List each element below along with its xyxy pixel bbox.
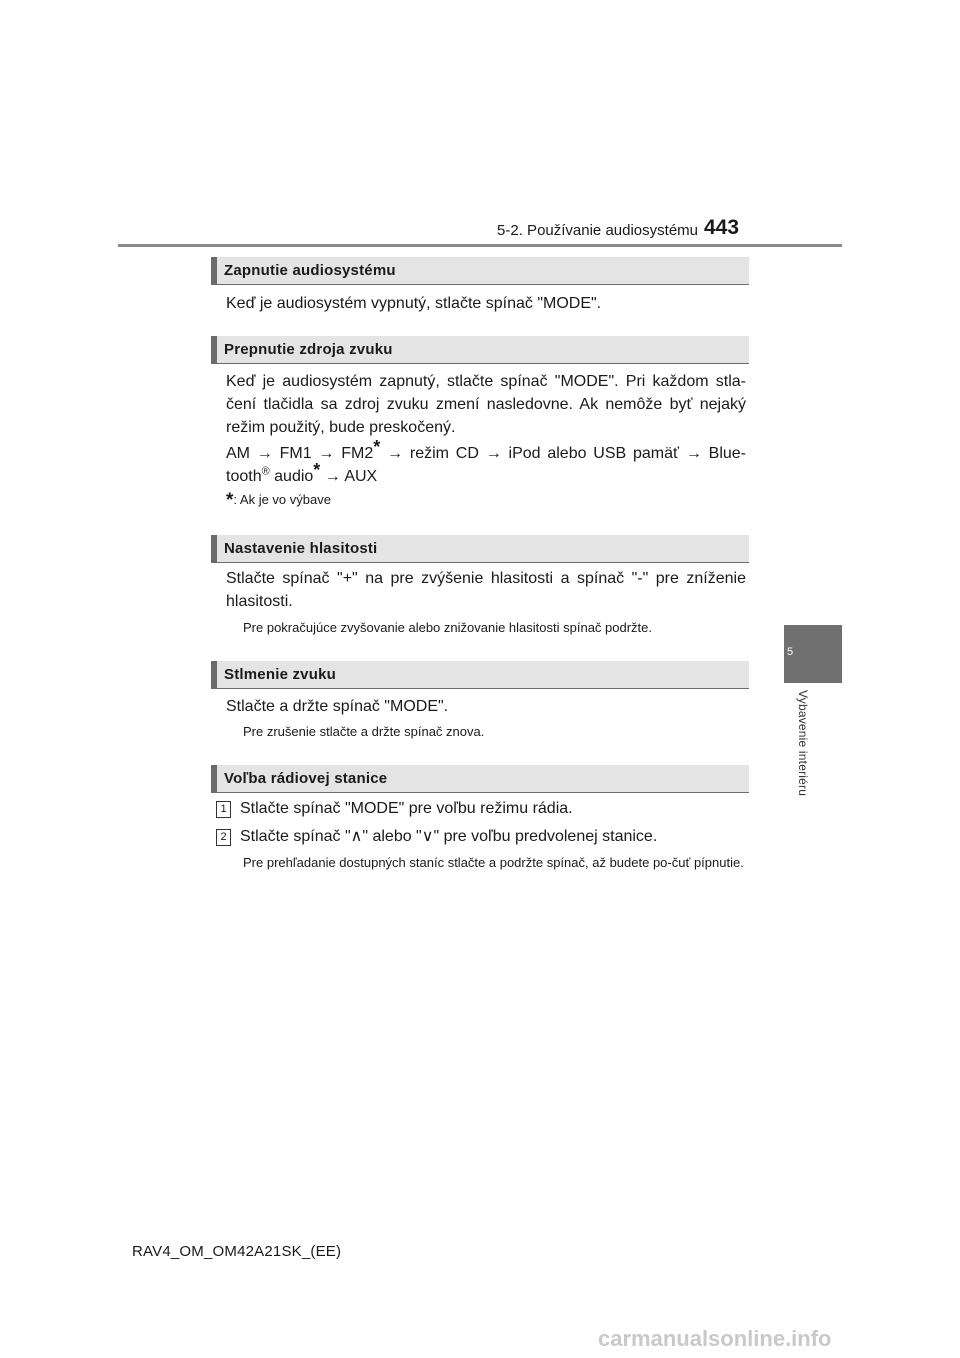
section-header-marker (211, 336, 217, 363)
chapter-tab-title: Vybavenie interiéru (796, 690, 810, 797)
step-text: Stlačte spínač "MODE" pre voľbu režimu rádia. (240, 800, 573, 817)
section-header-marker (211, 765, 217, 792)
section-title: Zapnutie audiosystému (224, 262, 396, 279)
chapter-tab (784, 625, 842, 683)
footnote-asterisk: * (226, 490, 234, 511)
page-number: 443 (704, 216, 740, 239)
header-rule (118, 244, 842, 247)
section-header-power (211, 257, 749, 285)
section-body-volume: Stlačte spínač "+" na pre zvýšenie hlasitosti a spínač "-" pre zníženie hlasitosti. (226, 570, 746, 610)
document-code: RAV4_OM_OM42A21SK_(EE) (132, 1243, 342, 1260)
chapter-tab-number: 5 (786, 646, 794, 658)
section-body-power: Keď je audiosystém vypnutý, stlačte spínač "MODE". (226, 295, 602, 312)
section-header-marker (211, 535, 217, 562)
section-header-marker (211, 661, 217, 688)
asterisk-mark: * (313, 460, 321, 480)
source-seq-part1: AM → FM1 → FM2 (226, 445, 374, 462)
source-seq-part2: → režim CD → iPod alebo USB pamäť → Blue-tooth (226, 445, 746, 485)
step-text: Stlačte spínač "∧" alebo "∨" pre voľbu predvolenej stanice. (240, 828, 658, 845)
section-header-source (211, 336, 749, 364)
section-header-marker (211, 257, 217, 284)
step-1 (216, 797, 746, 820)
section-body-mute: Stlačte a držte spínač "MODE". (226, 698, 449, 715)
section-header-volume (211, 535, 749, 563)
section-title: Nastavenie hlasitosti (224, 540, 378, 557)
source-sequence (226, 437, 746, 488)
asterisk-mark: * (373, 437, 381, 457)
source-seq-part4: → AUX (320, 468, 378, 485)
section-note-volume: Pre pokračujúce zvyšovanie alebo znižovanie hlasitosti spínač podržte. (243, 620, 653, 635)
section-title: Voľba rádiovej stanice (224, 770, 388, 787)
source-seq-part3: audio (269, 468, 314, 485)
watermark: carmanualsonline.info (598, 1326, 832, 1351)
step-number: 1 (216, 801, 231, 818)
section-body-source: Keď je audiosystém zapnutý, stlačte spínač "MODE". Pri každom stla-čení tlačidla sa zdroj zvuku zmení nasledovne. Ak nemôže byť nejaký režim použitý, bude preskočený. (226, 373, 746, 436)
step-2 (216, 825, 746, 848)
footnote (226, 490, 331, 512)
section-header-radio (211, 765, 749, 793)
section-note-mute: Pre zrušenie stlačte a držte spínač znova. (243, 724, 485, 739)
section-header-mute (211, 661, 749, 689)
section-note-radio: Pre prehľadanie dostupných staníc stlačte a podržte spínač, až budete po-čuť pípnutie. (243, 855, 744, 870)
running-header-section: 5-2. Používanie audiosystému (497, 222, 698, 239)
section-title: Stlmenie zvuku (224, 666, 336, 683)
section-title: Prepnutie zdroja zvuku (224, 341, 393, 358)
step-number: 2 (216, 829, 231, 846)
footnote-text: : Ak je vo výbave (233, 492, 331, 507)
registered-mark: ® (261, 465, 270, 478)
